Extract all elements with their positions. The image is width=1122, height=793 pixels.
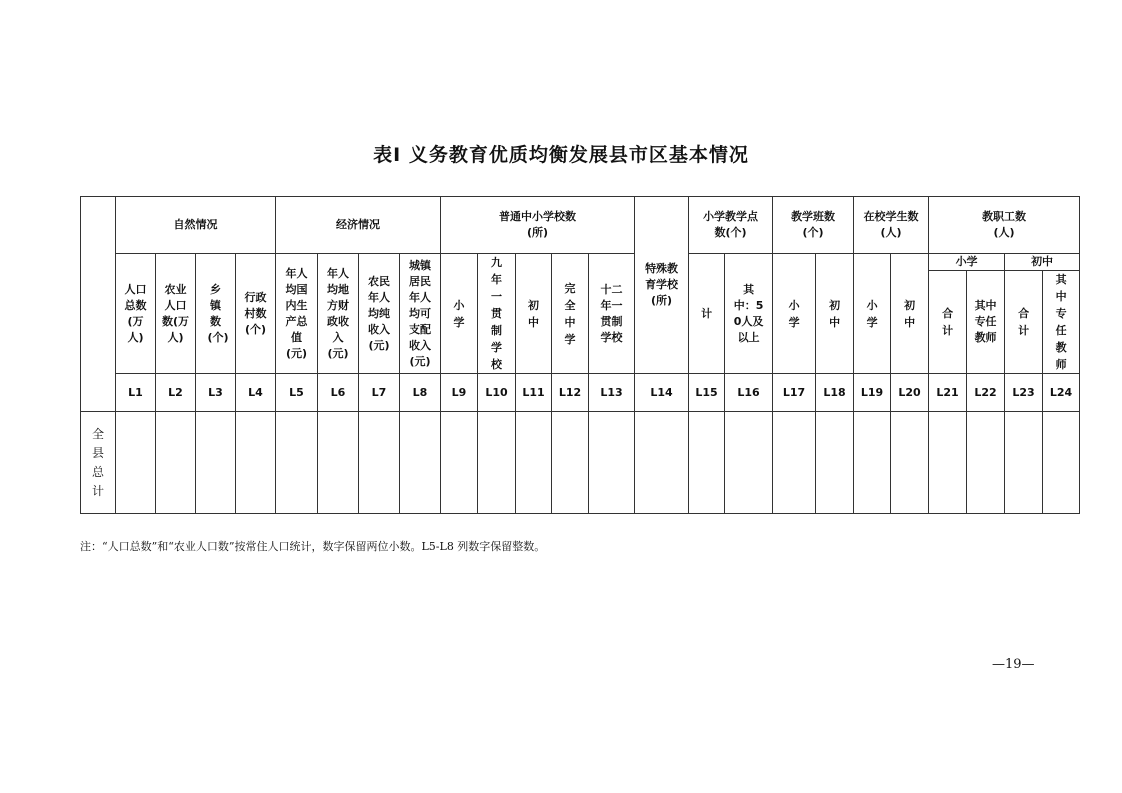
data-cell[interactable] — [516, 412, 552, 514]
code-cell: L16 — [725, 374, 773, 412]
data-cell[interactable] — [441, 412, 478, 514]
group-special — [635, 197, 689, 374]
code-cell: L1 — [116, 374, 156, 412]
col-l5-label: 年人均国内生产总值(元) — [285, 266, 308, 360]
data-cell[interactable] — [318, 412, 359, 514]
group-economic: 经济情况 — [276, 197, 441, 254]
col-l10-header — [478, 254, 516, 374]
col-l4-header — [236, 254, 276, 374]
group-natural: 自然情况 — [116, 197, 276, 254]
data-cell[interactable] — [589, 412, 635, 514]
basic-info-table — [80, 196, 1080, 514]
group-schools-label: 普通中小学校数(所) — [499, 210, 577, 239]
col-l8-label: 城镇居民年人均可支配收入(元) — [409, 258, 431, 368]
col-l21-label: 合计 — [942, 307, 954, 337]
col-l20-label: 初中 — [904, 298, 916, 329]
col-l7-label: 农民年人均纯收入(元) — [368, 274, 390, 352]
code-cell: L10 — [478, 374, 516, 412]
data-cell[interactable] — [854, 412, 891, 514]
col-l11-label: 初中 — [528, 298, 539, 329]
col-l13-header — [589, 254, 635, 374]
col-l9-header — [441, 254, 478, 374]
data-cell[interactable] — [1005, 412, 1043, 514]
data-cell[interactable] — [196, 412, 236, 514]
code-cell: L22 — [967, 374, 1005, 412]
col-l5-header — [276, 254, 318, 374]
col-l11-header — [516, 254, 552, 374]
col-l1-label: 人口总数(万人) — [124, 282, 147, 344]
col-l23-label: 合计 — [1018, 307, 1030, 337]
data-cell[interactable] — [816, 412, 854, 514]
group-schools — [441, 197, 635, 254]
group-points-label: 小学教学点数(个) — [703, 210, 759, 239]
col-l17-header — [773, 254, 816, 374]
data-cell[interactable] — [967, 412, 1005, 514]
col-l2-label: 农业人口数(万人) — [161, 282, 190, 344]
col-l3-label: 乡镇数(个) — [207, 282, 229, 344]
code-cell: L12 — [552, 374, 589, 412]
code-cell: L24 — [1043, 374, 1080, 412]
data-cell[interactable] — [725, 412, 773, 514]
col-l24-label: 其中专任教师 — [1055, 273, 1067, 371]
col-l8-header — [400, 254, 441, 374]
col-l7-header — [359, 254, 400, 374]
col-l19-label: 小学 — [866, 298, 878, 329]
header-row-sub — [81, 254, 1080, 271]
data-cell[interactable] — [156, 412, 196, 514]
data-cell[interactable] — [773, 412, 816, 514]
col-l4-label: 行政村数(个) — [244, 290, 267, 336]
code-cell: L19 — [854, 374, 891, 412]
col-l9-label: 小学 — [453, 298, 465, 329]
row-label-header-cell — [81, 197, 116, 412]
col-l22-label: 其中专任教师 — [974, 299, 997, 344]
row-label-text: 全县总计 — [92, 426, 105, 498]
code-cell: L15 — [689, 374, 725, 412]
subgroup-primary: 小学 — [929, 254, 1005, 271]
col-l21-header — [929, 271, 967, 374]
col-l17-label: 小学 — [788, 298, 800, 329]
code-cell: L7 — [359, 374, 400, 412]
data-cell[interactable] — [1043, 412, 1080, 514]
data-cell[interactable] — [552, 412, 589, 514]
data-cell[interactable] — [276, 412, 318, 514]
group-staff-label: 教职工数(人) — [982, 210, 1027, 239]
col-l16-header — [725, 254, 773, 374]
code-cell: L8 — [400, 374, 441, 412]
table-footnote: 注：“人口总数”和“农业人口数”按常住人口统计，数字保留两位小数。L5-L8 列数字保留整数。 — [80, 540, 546, 553]
col-l6-header — [318, 254, 359, 374]
group-points — [689, 197, 773, 254]
data-cell[interactable] — [929, 412, 967, 514]
col-l13-label: 十二年一贯制学校 — [600, 282, 623, 344]
page-number: —19— — [992, 657, 1035, 672]
data-cell[interactable] — [116, 412, 156, 514]
code-cell: L9 — [441, 374, 478, 412]
col-l3-header — [196, 254, 236, 374]
code-cell: L18 — [816, 374, 854, 412]
group-staff — [929, 197, 1080, 254]
col-l22-header — [967, 271, 1005, 374]
code-row — [81, 374, 1080, 412]
data-cell[interactable] — [359, 412, 400, 514]
code-cell: L13 — [589, 374, 635, 412]
code-cell: L3 — [196, 374, 236, 412]
col-l10-label: 九年一贯制学校 — [491, 256, 502, 371]
code-cell: L17 — [773, 374, 816, 412]
col-l20-header — [891, 254, 929, 374]
group-classes-label: 教学班数(个) — [791, 210, 836, 239]
data-cell[interactable] — [478, 412, 516, 514]
data-cell[interactable] — [400, 412, 441, 514]
col-l15-header — [689, 254, 725, 374]
data-row-county-total — [81, 412, 1080, 514]
code-cell: L21 — [929, 374, 967, 412]
group-students-label: 在校学生数(人) — [863, 210, 919, 239]
row-label-county-total — [81, 412, 116, 514]
header-row-groups — [81, 197, 1080, 254]
group-classes — [773, 197, 854, 254]
col-l18-header — [816, 254, 854, 374]
code-cell: L14 — [635, 374, 689, 412]
code-cell: L4 — [236, 374, 276, 412]
col-l16-label: 其中：50人及以上 — [733, 282, 764, 344]
group-special-label: 特殊教育学校(所) — [645, 262, 679, 307]
code-cell: L6 — [318, 374, 359, 412]
data-cell[interactable] — [689, 412, 725, 514]
col-l12-label: 完全中学 — [564, 281, 576, 346]
col-l18-label: 初中 — [829, 298, 841, 329]
data-cell[interactable] — [635, 412, 689, 514]
data-cell[interactable] — [891, 412, 929, 514]
col-l15-label: 计 — [701, 307, 713, 320]
col-l12-header — [552, 254, 589, 374]
col-l24-header — [1043, 271, 1080, 374]
code-cell: L11 — [516, 374, 552, 412]
group-students — [854, 197, 929, 254]
code-cell: L2 — [156, 374, 196, 412]
page-title: 表Ⅰ 义务教育优质均衡发展县市区基本情况 — [373, 144, 749, 166]
data-cell[interactable] — [236, 412, 276, 514]
code-cell: L23 — [1005, 374, 1043, 412]
code-cell: L20 — [891, 374, 929, 412]
subgroup-junior: 初中 — [1005, 254, 1080, 271]
col-l23-header — [1005, 271, 1043, 374]
col-l1-header — [116, 254, 156, 374]
col-l6-label: 年人均地方财政收入(元) — [327, 266, 349, 360]
col-l19-header — [854, 254, 891, 374]
col-l2-header — [156, 254, 196, 374]
code-cell: L5 — [276, 374, 318, 412]
